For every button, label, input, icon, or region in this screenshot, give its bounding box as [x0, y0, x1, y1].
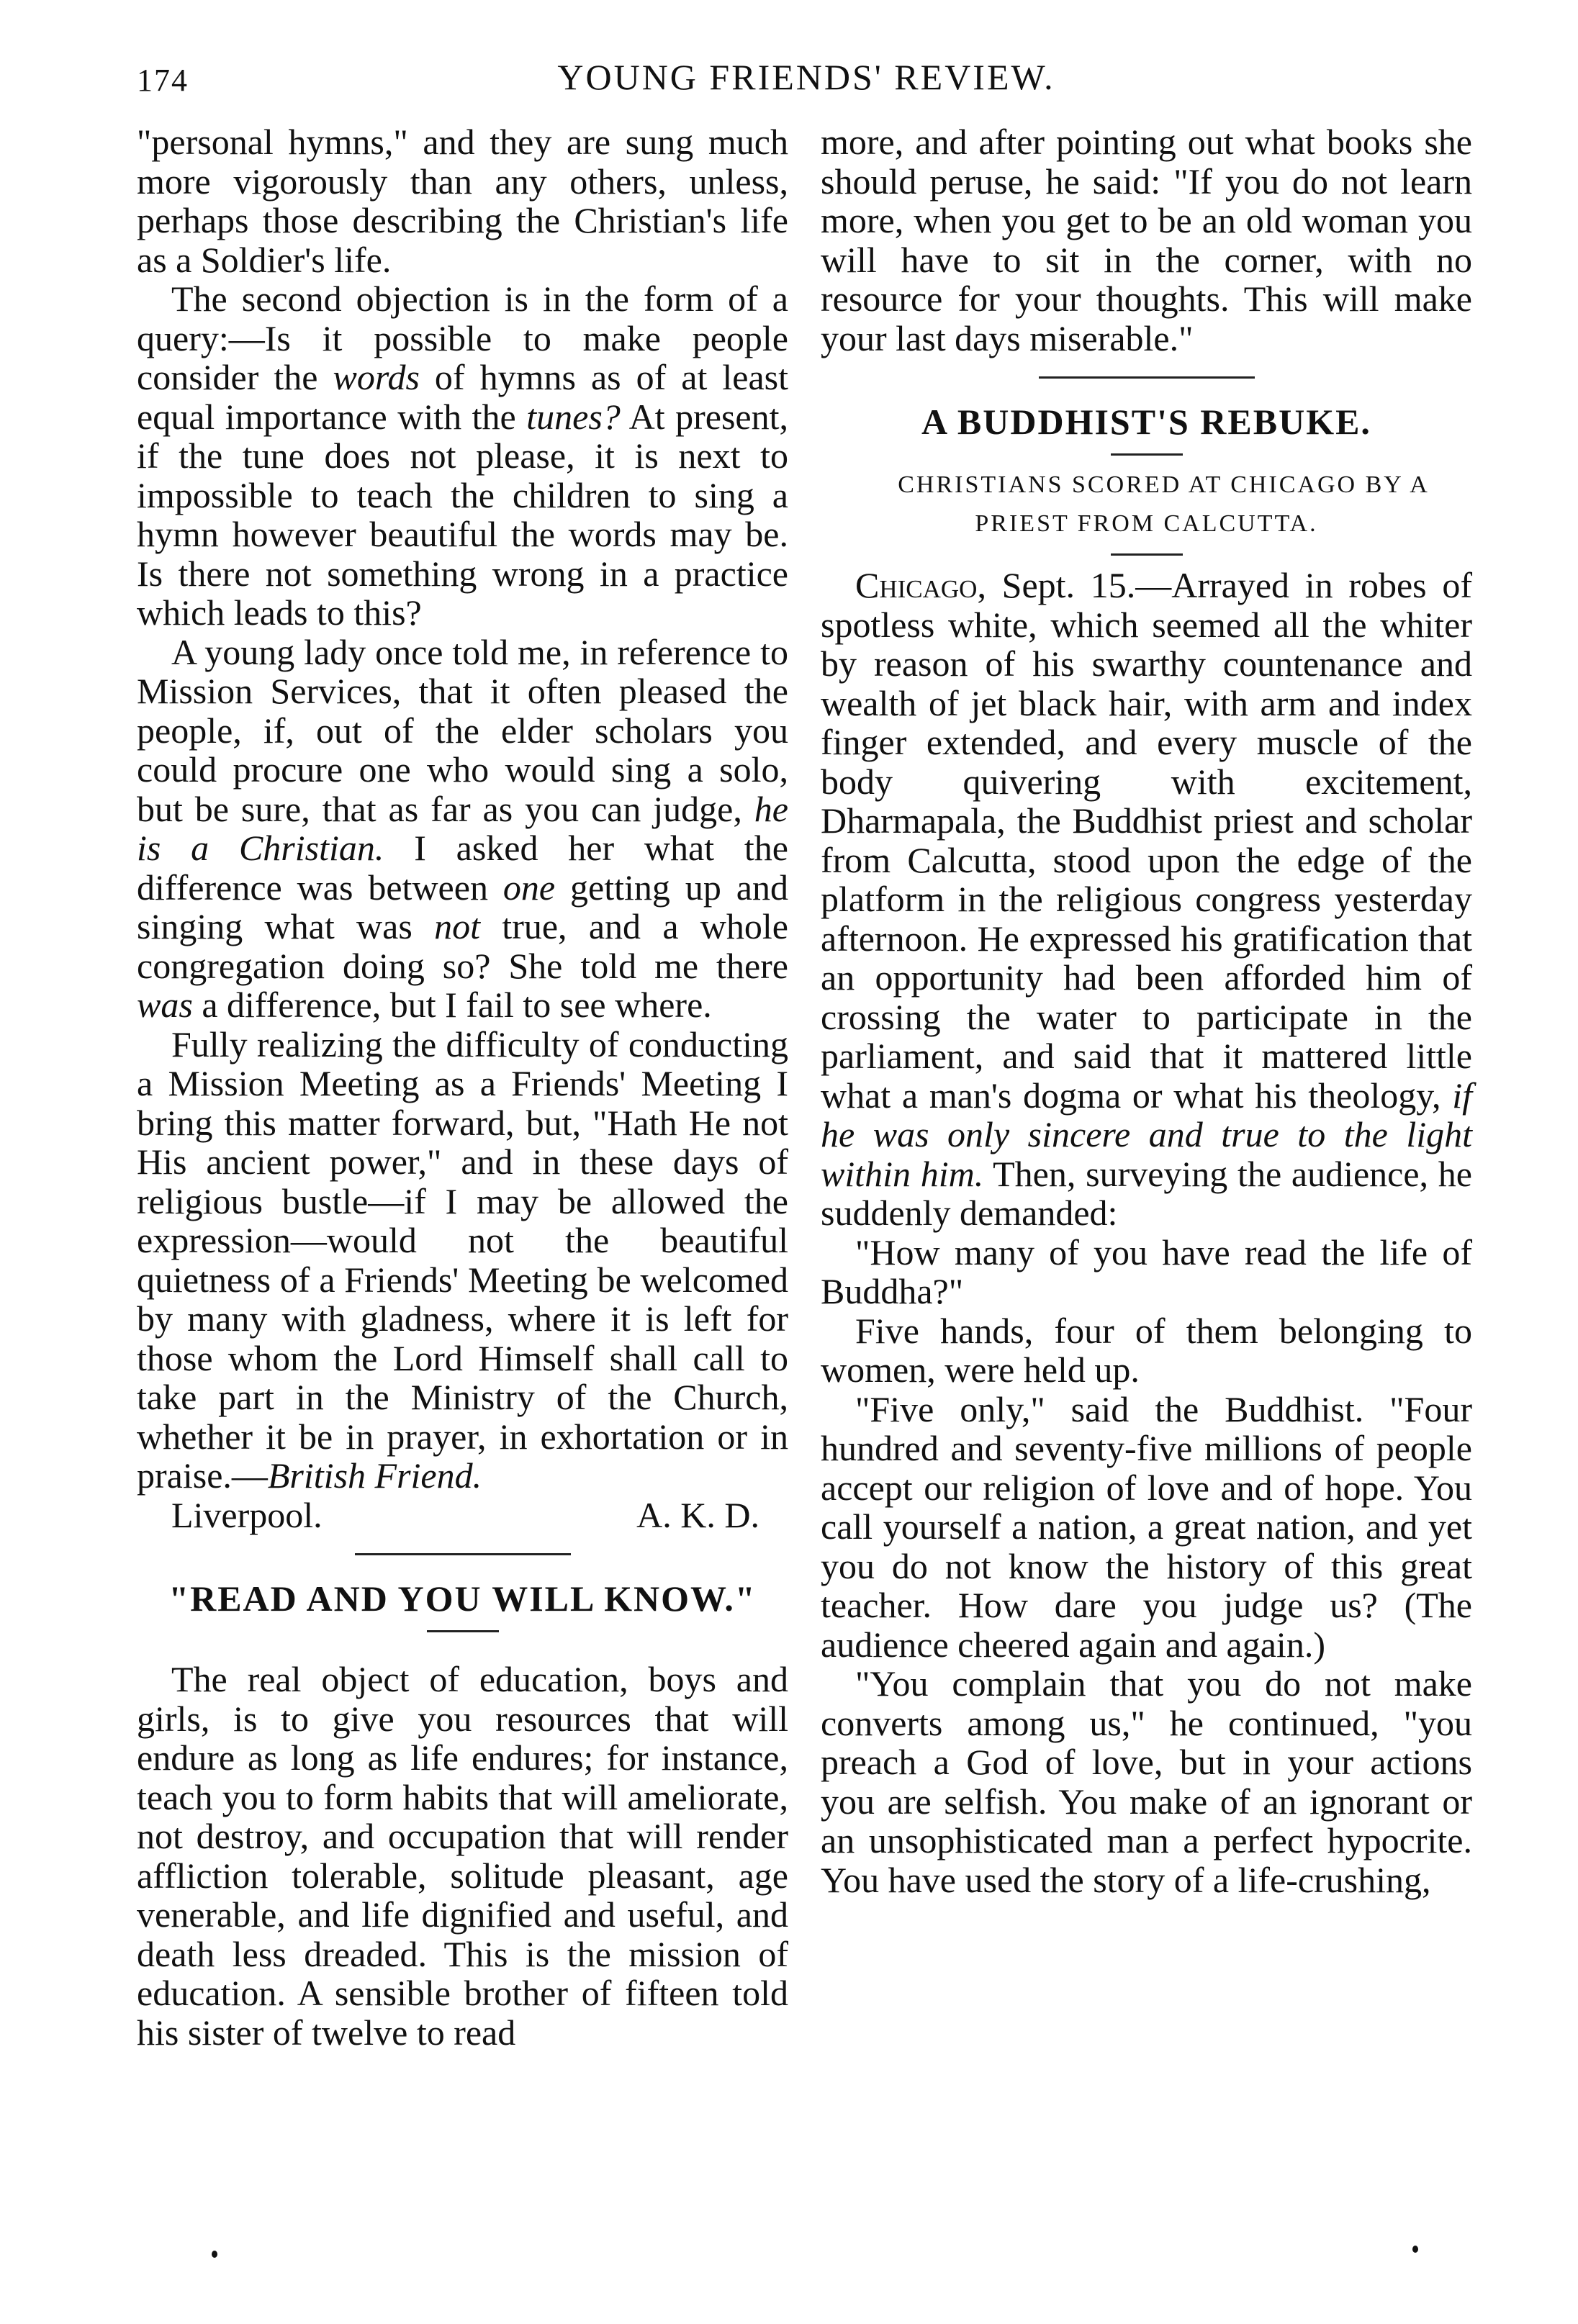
page-header	[137, 56, 1476, 107]
paragraph: The second objection is in the form of a query:—Is it possible to make people consider the words of hymns as of at least equal importance with the tunes? At present, if the tune does not please, it is next to impossible to teach the children to sing a hymn however beautiful the words may be. Is there not something wrong in a practice which leads to this?	[137, 279, 789, 633]
print-speck	[1412, 2246, 1418, 2253]
paragraph: A young lady once told me, in reference to Mission Services, that it often pleased the people, if, out of the elder scholars you could procure one who would sing a solo, but be sure, that as far as you can judge, he is a Christian. I asked her what the difference was between one getting up and singing what was not true, and a whole congregation doing so? She told me there was a difference, but I fail to see where.	[137, 631, 788, 1025]
signature-initials: A. K. D.	[636, 1494, 759, 1535]
dateline: Chicago	[855, 565, 978, 605]
section-divider	[1039, 376, 1255, 379]
paragraph: Chicago, Sept. 15.—Arrayed in robes of spotless white, which seemed all the whiter by reason of his swarthy countenance and wealth of jet black hair, with arm and index finger extended, and every muscle of the body quivering with excitement, Dharmapala, the Buddhist priest and scholar from Calcutta, stood upon the edge of the platform in the religious congress yesterday afternoon. He expressed his gratification that an opportunity had been afforded him of crossing the water to participate in the parliament, and said that it mattered little what a man's dogma or what his theology, if he was only sincere and true to the light within him. Then, surveying the audience, he suddenly demanded:	[821, 565, 1472, 1233]
section-divider	[355, 1553, 571, 1555]
right-column	[821, 122, 1472, 1899]
signature	[137, 1496, 788, 1535]
paragraph: Five hands, four of them belonging to women, were held up.	[821, 1310, 1472, 1390]
section-title: A BUDDHIST'S REBUKE.	[921, 402, 1371, 442]
paragraph: "How many of you have read the life of Buddha?"	[821, 1231, 1472, 1311]
subheading: CHRISTIANS SCORED AT CHICAGO BY A PRIEST FROM CALCUTTA.	[898, 471, 1430, 537]
left-column	[137, 122, 788, 2052]
paragraph: The real object of education, boys and girls, is to give you resources that will endure as long as life endures; for instance, teach you to form habits that will ameliorate, not destroy, and occupation that will render affliction tolerable, solitude pleasant, age venerable, and life dignified and useful, and death less dreaded. This is the mission of education. A sensible brother of fifteen told his sister of twelve to read	[137, 1659, 788, 2053]
subhead-rule	[1111, 553, 1183, 556]
paragraph: Fully realizing the difficulty of conducting a Mission Meeting as a Friends' Meeting I bring this matter forward, but, "Hath He not His ancient power," and in these days of religious bustle—if I may be allowed the expression—would not the beautiful quietness of a Friends' Meeting be welcomed by many with gladness, where it is left for those whom the Lord Himself shall call to take part in the Ministry of the Church, whether it be in prayer, in exhortation or in praise.—British Friend.	[137, 1023, 788, 1496]
page-number: 174	[137, 63, 189, 98]
paragraph: "You complain that you do not make converts among us," he continued, "you preach a God of love, but in your actions you are selfish. You make of an ignorant or an unsophisticated man a perfect hypocrite. You have used the story of a life-crushing,	[821, 1663, 1472, 1900]
running-title: YOUNG FRIENDS' REVIEW.	[557, 57, 1055, 97]
paragraph: more, and after pointing out what books she should peruse, he said: "If you do not learn more, when you get to be an old woman you will have to sit in the corner, with no resource for your thoughts. This will make your last days miserable."	[821, 122, 1472, 358]
section-title: "READ AND YOU WILL KNOW."	[168, 1578, 757, 1619]
paragraph: "Five only," said the Buddhist. "Four hundred and seventy-five millions of people accept our religion of love and of hope. You call yourself a nation, a great nation, and yet you do not know the history of this great teacher. How dare you judge us? (The audience cheered again and again.)	[821, 1388, 1472, 1665]
title-rule	[1111, 453, 1183, 456]
paragraph: "personal hymns," and they are sung much more vigorously than any others, unless, perhaps those describing the Christian's life as a Soldier's life.	[137, 122, 788, 280]
title-rule	[427, 1630, 499, 1632]
signature-place: Liverpool.	[171, 1494, 323, 1535]
print-speck	[212, 2251, 217, 2258]
